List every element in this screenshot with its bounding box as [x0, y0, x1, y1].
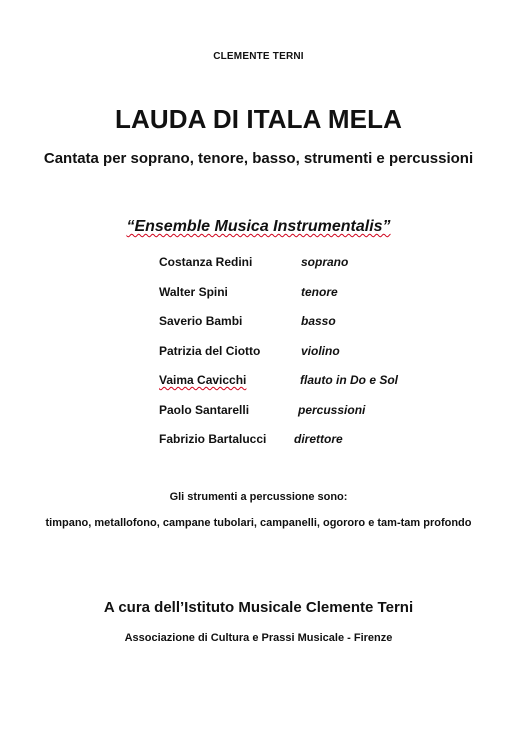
association-line: Associazione di Cultura e Prassi Musicale - Firenze — [124, 632, 393, 644]
work-subtitle: Cantata per soprano, tenore, basso, strumenti e percussioni — [43, 150, 474, 167]
work-title: LAUDA DI ITALA MELA — [115, 104, 402, 134]
performer-name: Costanza Redini — [159, 255, 253, 269]
author-name: CLEMENTE TERNI — [213, 51, 304, 62]
performer-name: Fabrizio Bartalucci — [159, 432, 267, 446]
performer-name: Patrizia del Ciotto — [159, 344, 261, 358]
curator-line: A cura dell’Istituto Musicale Clemente Terni — [103, 599, 414, 616]
performer-name — [159, 373, 246, 387]
performer-name-text: Vaima Cavicchi — [159, 373, 247, 387]
performer-role: flauto in Do e Sol — [300, 373, 398, 387]
performer-role: percussioni — [298, 403, 366, 417]
performer-name: Walter Spini — [159, 285, 228, 299]
performer-role: basso — [301, 314, 336, 328]
ensemble-name — [0, 218, 517, 236]
performer-role: violino — [301, 344, 340, 358]
performer-role: direttore — [294, 432, 343, 446]
performer-role: tenore — [301, 285, 338, 299]
performer-role: soprano — [301, 255, 349, 269]
percussion-list: timpano, metallofono, campane tubolari, campanelli, ogororo e tam-tam profondo — [45, 517, 472, 529]
ensemble-name-text: “Ensemble Musica Instrumentalis” — [126, 218, 391, 235]
performer-name: Saverio Bambi — [159, 314, 243, 328]
performer-name: Paolo Santarelli — [159, 403, 250, 417]
percussion-heading: Gli strumenti a percussione sono: — [169, 491, 348, 503]
